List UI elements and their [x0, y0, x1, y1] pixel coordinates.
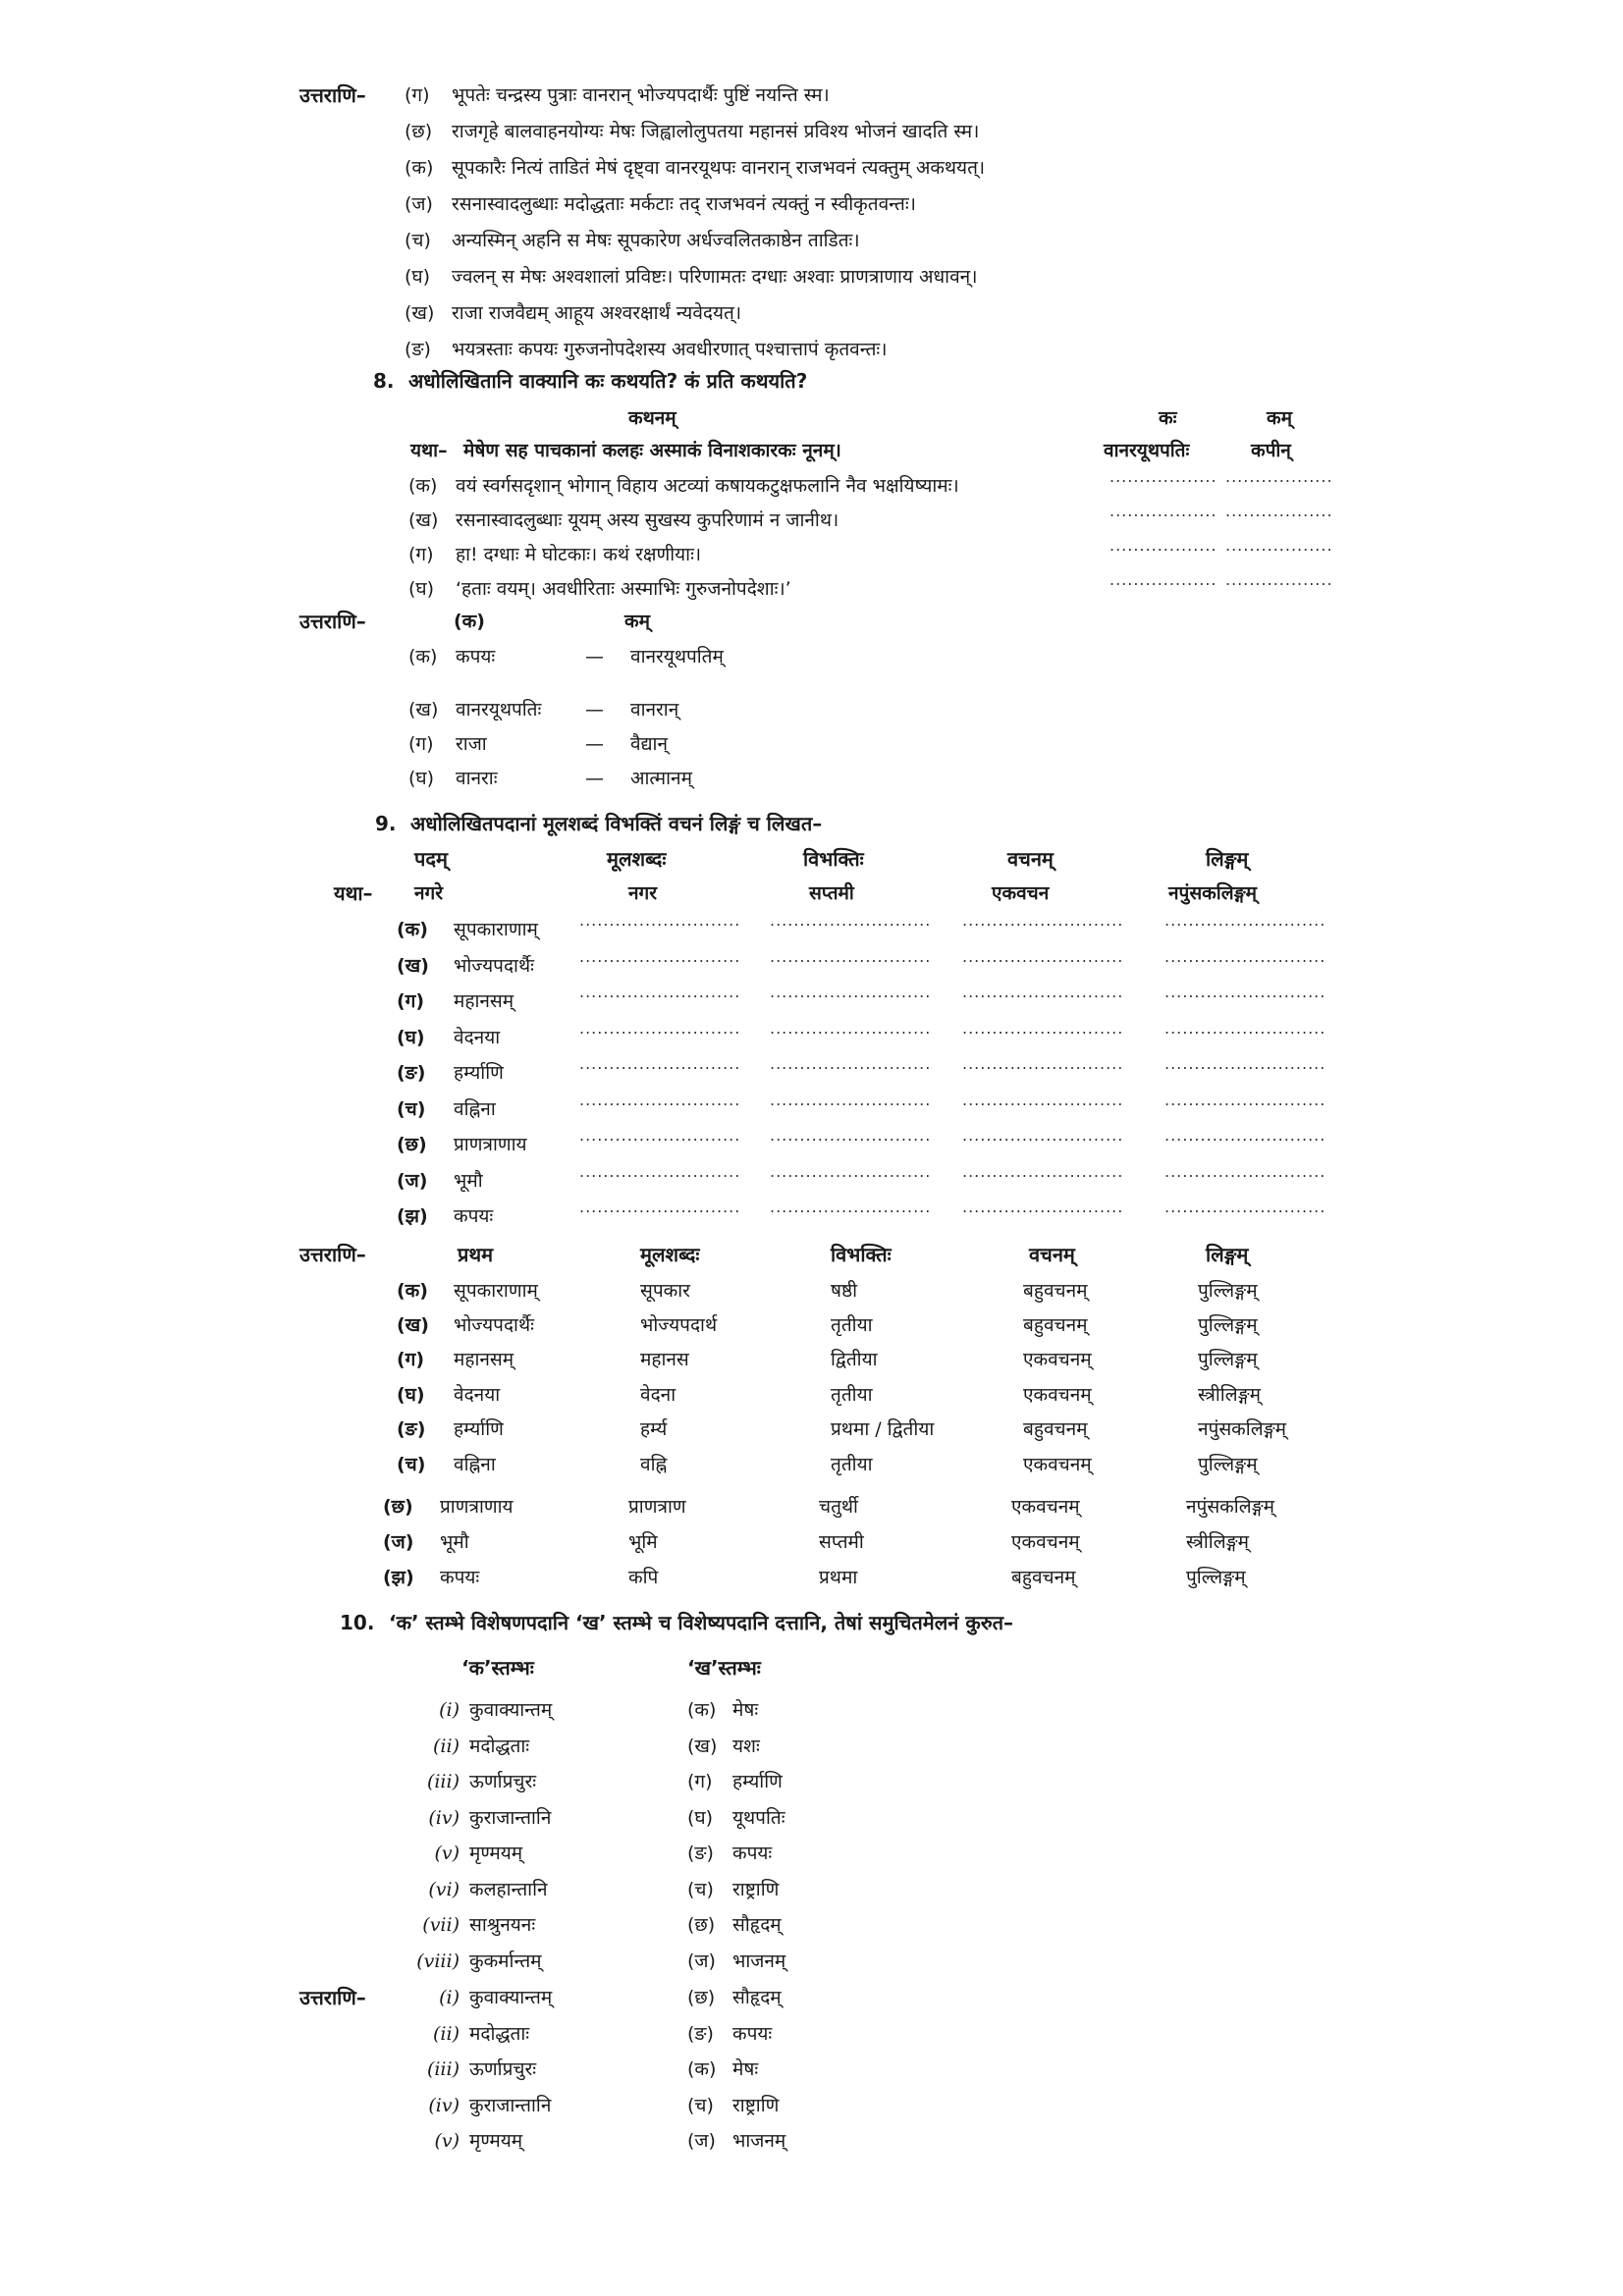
- answer-listener: वैद्यान्: [630, 733, 669, 755]
- list-item: वयं स्वर्गसदृशान् भोगान् विहाय अटव्यां कषायकटुक्षफलानि नैव भक्षयिष्यामः।: [456, 475, 959, 497]
- list-item-marker: (क): [397, 1280, 428, 1302]
- answer-word: वह्निना: [454, 1454, 496, 1475]
- list-item-marker: (झ): [383, 1567, 414, 1588]
- answer-word: प्राणत्राणाय: [440, 1496, 514, 1518]
- answers-label: उत्तराणि–: [299, 1243, 366, 1266]
- list-item-marker: (ङ): [687, 1842, 714, 1864]
- list-item: हा! दग्धाः मे घोटकाः। कथं रक्षणीयाः।: [456, 544, 702, 565]
- list-item: भोज्यपदार्थैः: [454, 954, 534, 977]
- column-a-item: कुराजान्तानि: [469, 2094, 552, 2116]
- roman-numeral: (viii): [416, 1949, 460, 1972]
- blank-line: ...........................: [962, 1054, 1124, 1073]
- answer-cell: द्वितीया: [831, 1349, 878, 1370]
- blank-line: ...........................: [579, 1090, 741, 1109]
- example-cell: नगरे: [414, 882, 444, 904]
- list-item-marker: (ग): [397, 1349, 425, 1370]
- list-item-marker: (ज): [687, 1949, 716, 1972]
- answers-label: उत्तराणि–: [299, 83, 366, 107]
- roman-numeral: (ii): [433, 1735, 460, 1757]
- list-item: वह्निना: [454, 1097, 496, 1120]
- list-item-marker: (च): [687, 1878, 714, 1900]
- column-b-item: भाजनम्: [732, 2130, 786, 2152]
- answers-label: उत्तराणि–: [299, 1986, 366, 2009]
- blank-line: ...........................: [1164, 1198, 1326, 1216]
- list-item-marker: (क): [687, 1699, 717, 1721]
- answers-label: उत्तराणि–: [299, 610, 366, 633]
- column-b-item: मेषः: [732, 1699, 759, 1721]
- column-header: वचनम्: [1029, 1243, 1075, 1266]
- answer-cell: तृतीया: [831, 1384, 873, 1406]
- answer-cell: प्रथमा: [819, 1567, 858, 1588]
- answer-cell: बहुवचनम्: [1023, 1314, 1088, 1336]
- column-b-item: सौहृदम्: [732, 1987, 782, 2008]
- list-item-marker: (ङ): [397, 1418, 426, 1440]
- answer-cell: महानस: [640, 1349, 689, 1370]
- list-item-marker: (ग): [405, 84, 430, 106]
- list-item-marker: (ख): [408, 699, 439, 721]
- column-b-item: सौहृदम्: [732, 1914, 782, 1936]
- column-header: लिङ्गम्: [1206, 847, 1249, 871]
- list-item-marker: (छ): [405, 121, 433, 142]
- column-header: मूलशब्दः: [607, 847, 667, 871]
- list-item-marker: (झ): [397, 1205, 428, 1227]
- list-item-marker: (घ): [408, 768, 435, 789]
- column-b-item: कपयः: [732, 1842, 773, 1864]
- answer-cell: स्त्रीलिङ्गम्: [1186, 1531, 1249, 1553]
- list-item-marker: (ख): [397, 954, 429, 977]
- column-b-item: मेषः: [732, 2058, 759, 2080]
- list-item: रसनास्वादलुब्धाः मदोद्धताः मर्कटाः तद् राजभवनं त्यक्तुं न स्वीकृतवन्तः।: [452, 193, 916, 215]
- blank-line: ...........................: [579, 1018, 741, 1038]
- list-item: वेदनया: [454, 1026, 501, 1048]
- blank-line: ...........................: [579, 946, 741, 966]
- column-a-item: साश्रुनयनः: [469, 1914, 536, 1936]
- example-label: यथा–: [410, 440, 448, 461]
- answer-cell: स्त्रीलिङ्गम्: [1198, 1384, 1261, 1406]
- roman-numeral: (iii): [426, 2058, 460, 2080]
- blank-line: ...........................: [770, 946, 932, 966]
- list-item-marker: (क): [397, 919, 428, 940]
- answer-cell: वेदना: [640, 1384, 676, 1406]
- answer-cell: चतुर्थी: [819, 1496, 858, 1518]
- blank-line: ...........................: [1164, 1090, 1326, 1109]
- list-item-marker: (च): [397, 1097, 426, 1120]
- answer-cell: एकवचनम्: [1011, 1531, 1080, 1553]
- answer-cell: वह्नि: [640, 1454, 668, 1475]
- roman-numeral: (i): [439, 1699, 460, 1721]
- blank-line: ...........................: [1164, 1054, 1326, 1073]
- list-item: ज्वलन् स मेषः अश्वशालां प्रविष्टः। परिणामतः दग्धाः अश्वाः प्राणत्राणाय अधावन्।: [452, 266, 978, 288]
- blank-line: ..................: [1109, 536, 1217, 555]
- list-item-marker: (ग): [397, 990, 425, 1012]
- question-number: 8.: [373, 369, 395, 393]
- column-b-item: कपयः: [732, 2022, 773, 2045]
- example-cell: एकवचन: [992, 882, 1050, 904]
- column-header: वचनम्: [1007, 847, 1054, 871]
- column-a-item: मृण्मयम्: [469, 1842, 523, 1864]
- list-item-marker: (छ): [687, 1914, 716, 1936]
- answer-listener: आत्मानम्: [630, 768, 692, 789]
- blank-line: ...........................: [962, 1126, 1124, 1145]
- list-item-marker: (क): [408, 475, 438, 497]
- list-item-marker: (क): [405, 157, 434, 179]
- column-a-item: कुवाक्यान्तम्: [469, 1699, 553, 1721]
- column-a-item: कुकर्मान्तम्: [469, 1949, 542, 1972]
- list-item-marker: (घ): [397, 1384, 425, 1406]
- column-header: कथनम्: [628, 407, 676, 429]
- list-item-marker: (ङ): [397, 1062, 426, 1084]
- dash: —: [585, 768, 604, 789]
- answer-cell: प्राणत्राण: [628, 1496, 686, 1518]
- roman-numeral: (iv): [428, 1806, 460, 1829]
- blank-line: ..................: [1109, 467, 1217, 486]
- blank-line: ...........................: [770, 1126, 932, 1145]
- blank-line: ...........................: [962, 1018, 1124, 1038]
- column-a-item: मदोद्धताः: [469, 1735, 530, 1757]
- list-item-marker: (च): [405, 230, 431, 251]
- answer-cell: एकवचनम्: [1011, 1496, 1080, 1518]
- column-header: (क): [454, 611, 485, 632]
- list-item: कपयः: [454, 1205, 494, 1227]
- list-item: महानसम्: [454, 990, 514, 1012]
- roman-numeral: (vii): [422, 1914, 460, 1936]
- dash: —: [585, 699, 604, 721]
- list-item-marker: (घ): [397, 1026, 425, 1048]
- example-answer: कपीन्: [1251, 440, 1291, 461]
- answer-cell: पुल्लिङ्गम्: [1198, 1454, 1258, 1475]
- blank-line: ...........................: [770, 983, 932, 1001]
- column-b-item: यूथपतिः: [732, 1806, 785, 1829]
- blank-line: ..................: [1109, 502, 1217, 520]
- answer-cell: तृतीया: [831, 1454, 873, 1475]
- list-item: ‘हताः वयम्। अवधीरिताः अस्माभिः गुरुजनोपदेशाः।’: [456, 578, 791, 600]
- blank-line: ...........................: [770, 1054, 932, 1073]
- blank-line: ...........................: [770, 1018, 932, 1038]
- answer-cell: प्रथमा / द्वितीया: [831, 1418, 935, 1440]
- list-item-marker: (ग): [687, 1771, 713, 1792]
- blank-line: ...........................: [579, 1161, 741, 1181]
- answer-word: हर्म्याणि: [454, 1418, 504, 1440]
- answer-cell: तृतीया: [831, 1314, 873, 1336]
- answer-cell: सप्तमी: [819, 1531, 864, 1553]
- blank-line: ...........................: [962, 1161, 1124, 1181]
- answer-word: महानसम्: [454, 1349, 514, 1370]
- answer-cell: पुल्लिङ्गम्: [1198, 1280, 1258, 1302]
- blank-line: ...........................: [579, 983, 741, 1001]
- list-item-marker: (च): [397, 1454, 426, 1475]
- list-item: राजा राजवैद्यम् आहूय अश्वरक्षार्थं न्यवेदयत्।: [452, 302, 742, 324]
- list-item: भूमौ: [454, 1169, 483, 1192]
- list-item-marker: (ज): [687, 2130, 716, 2152]
- answer-cell: एकवचनम्: [1023, 1454, 1092, 1475]
- blank-line: ...........................: [962, 1198, 1124, 1216]
- example-label: यथा–: [334, 881, 373, 905]
- answer-cell: कपि: [628, 1567, 659, 1588]
- answer-cell: पुल्लिङ्गम्: [1198, 1349, 1258, 1370]
- answer-cell: पुल्लिङ्गम्: [1198, 1314, 1258, 1336]
- list-item-marker: (घ): [405, 266, 431, 288]
- answer-word: भोज्यपदार्थैः: [454, 1314, 534, 1336]
- answer-speaker: वानरयूथपतिः: [456, 699, 542, 721]
- column-a-item: ऊर्णाप्रचुरः: [469, 2058, 537, 2080]
- example-cell: नगर: [628, 882, 658, 904]
- dash: —: [585, 733, 604, 755]
- roman-numeral: (iii): [426, 1771, 460, 1792]
- blank-line: ...........................: [770, 911, 932, 930]
- list-item-marker: (ङ): [687, 2022, 714, 2045]
- blank-line: ..................: [1225, 570, 1333, 589]
- list-item: हर्म्याणि: [454, 1062, 504, 1084]
- list-item-marker: (घ): [687, 1806, 714, 1829]
- column-header: ‘ख’स्तम्भः: [687, 1656, 761, 1680]
- answer-word: वेदनया: [454, 1384, 501, 1406]
- list-item: राजगृहे बालवाहनयोग्यः मेषः जिह्वालोलुपतया महानसं प्रविश्य भोजनं खादति स्म।: [452, 121, 980, 142]
- list-item-marker: (ख): [687, 1735, 718, 1757]
- column-a-item: कुवाक्यान्तम्: [469, 1987, 553, 2008]
- answer-listener: वानरयूथपतिम्: [630, 646, 724, 667]
- blank-line: ...........................: [1164, 946, 1326, 966]
- answer-speaker: वानराः: [456, 768, 498, 789]
- answer-cell: भोज्यपदार्थ: [640, 1314, 718, 1336]
- list-item-marker: (ख): [397, 1314, 429, 1336]
- list-item-marker: (ज): [405, 193, 433, 215]
- column-header: पदम्: [414, 847, 448, 871]
- roman-numeral: (i): [439, 1987, 460, 2008]
- list-item-marker: (घ): [408, 578, 435, 600]
- list-item-marker: (क): [408, 646, 438, 667]
- list-item: रसनास्वादलुब्धाः यूयम् अस्य सुखस्य कुपरिणामं न जानीथ।: [456, 509, 839, 531]
- blank-line: ...........................: [579, 1126, 741, 1145]
- list-item-marker: (ङ): [405, 339, 431, 360]
- column-header: कम्: [624, 611, 650, 632]
- list-item: भूपतेः चन्द्रस्य पुत्राः वानरान् भोज्यपदार्थैः पुष्टिं नयन्ति स्म।: [452, 84, 830, 106]
- example-cell: नपुंसकलिङ्गम्: [1168, 882, 1257, 904]
- blank-line: ...........................: [1164, 1126, 1326, 1145]
- question-number: 10.: [340, 1611, 375, 1634]
- blank-line: ...........................: [962, 1090, 1124, 1109]
- answer-cell: नपुंसकलिङ्गम्: [1186, 1496, 1274, 1518]
- answer-speaker: कपयः: [456, 646, 496, 667]
- dash: —: [585, 646, 604, 667]
- list-item: प्राणत्राणाय: [454, 1134, 527, 1155]
- column-header: ‘क’स्तम्भः: [461, 1656, 534, 1680]
- blank-line: ...........................: [1164, 983, 1326, 1001]
- column-a-item: मृण्मयम्: [469, 2130, 523, 2152]
- answer-word: सूपकाराणाम्: [454, 1280, 538, 1302]
- column-b-item: राष्ट्राणि: [732, 2094, 780, 2116]
- question-text: अधोलिखितपदानां मूलशब्दं विभक्तिं वचनं लिङ्गं च लिखत–: [410, 812, 823, 835]
- answer-cell: बहुवचनम्: [1023, 1280, 1088, 1302]
- column-header: कम्: [1267, 407, 1292, 429]
- blank-line: ...........................: [579, 1198, 741, 1216]
- column-a-item: कलहान्तानि: [469, 1878, 548, 1900]
- blank-line: ...........................: [770, 1090, 932, 1109]
- list-item: सूपकाराणाम्: [454, 919, 538, 940]
- list-item-marker: (छ): [397, 1134, 427, 1155]
- example-sentence: मेषेण सह पाचकानां कलहः अस्माकं विनाशकारकः नूनम्।: [463, 440, 841, 461]
- list-item-marker: (ख): [408, 509, 439, 531]
- question-number: 9.: [375, 812, 397, 835]
- blank-line: ..................: [1109, 570, 1217, 589]
- list-item-marker: (ख): [405, 302, 435, 324]
- answer-cell: नपुंसकलिङ्गम्: [1198, 1418, 1286, 1440]
- question-text: ‘क’ स्तम्भे विशेषणपदानि ‘ख’ स्तम्भे च विशेष्यपदानि दत्तानि, तेषां समुचितमेलनं कुरुत–: [389, 1611, 1014, 1634]
- column-a-item: मदोद्धताः: [469, 2022, 530, 2045]
- answer-cell: सूपकार: [640, 1280, 690, 1302]
- answer-cell: बहुवचनम्: [1011, 1567, 1076, 1588]
- answer-cell: पुल्लिङ्गम्: [1186, 1567, 1246, 1588]
- answer-word: भूमौ: [440, 1531, 469, 1553]
- list-item-marker: (ज): [383, 1531, 414, 1553]
- answer-word: कपयः: [440, 1567, 480, 1588]
- answer-speaker: राजा: [456, 733, 487, 755]
- roman-numeral: (iv): [428, 2094, 460, 2116]
- answer-cell: हर्म्य: [640, 1418, 668, 1440]
- list-item-marker: (छ): [383, 1496, 413, 1518]
- blank-line: ..................: [1225, 502, 1333, 520]
- answer-cell: एकवचनम्: [1023, 1349, 1092, 1370]
- column-b-item: भाजनम्: [732, 1949, 786, 1972]
- answer-cell: बहुवचनम्: [1023, 1418, 1088, 1440]
- blank-line: ...........................: [770, 1198, 932, 1216]
- blank-line: ...........................: [1164, 911, 1326, 930]
- blank-line: ...........................: [1164, 1018, 1326, 1038]
- blank-line: ...........................: [962, 983, 1124, 1001]
- list-item-marker: (क): [687, 2058, 717, 2080]
- answer-listener: वानरान्: [630, 699, 679, 721]
- question-text: अधोलिखितानि वाक्यानि कः कथयति? कं प्रति कथयति?: [408, 369, 808, 393]
- column-b-item: राष्ट्राणि: [732, 1878, 780, 1900]
- list-item-marker: (ज): [397, 1169, 428, 1192]
- column-b-item: यशः: [732, 1735, 760, 1757]
- blank-line: ...........................: [1164, 1161, 1326, 1181]
- list-item-marker: (च): [687, 2094, 714, 2116]
- answer-cell: षष्ठी: [831, 1280, 858, 1302]
- column-header: विभक्तिः: [831, 1243, 892, 1266]
- column-header: कः: [1159, 407, 1177, 429]
- roman-numeral: (v): [434, 1842, 460, 1864]
- blank-line: ...........................: [579, 911, 741, 930]
- blank-line: ..................: [1225, 536, 1333, 555]
- list-item: भयत्रस्ताः कपयः गुरुजनोपदेशस्य अवधीरणात् पश्चात्तापं कृतवन्तः।: [452, 339, 888, 360]
- column-a-item: कुराजान्तानि: [469, 1806, 552, 1829]
- answer-cell: भूमि: [628, 1531, 658, 1553]
- roman-numeral: (ii): [433, 2022, 460, 2045]
- list-item-marker: (ग): [408, 733, 434, 755]
- column-b-item: हर्म्याणि: [732, 1771, 783, 1792]
- column-header: लिङ्गम्: [1206, 1243, 1249, 1266]
- answer-cell: एकवचनम्: [1023, 1384, 1092, 1406]
- example-answer: वानरयूथपतिः: [1104, 440, 1190, 461]
- column-header: विभक्तिः: [803, 847, 864, 871]
- blank-line: ...........................: [962, 911, 1124, 930]
- list-item: अन्यस्मिन् अहनि स मेषः सूपकारेण अर्धज्वलितकाष्ठेन ताडितः।: [452, 230, 860, 251]
- example-cell: सप्तमी: [809, 882, 854, 904]
- roman-numeral: (vi): [428, 1878, 460, 1900]
- list-item-marker: (छ): [687, 1987, 716, 2008]
- column-header: मूलशब्दः: [640, 1243, 700, 1266]
- column-a-item: ऊर्णाप्रचुरः: [469, 1771, 537, 1792]
- blank-line: ...........................: [962, 946, 1124, 966]
- blank-line: ..................: [1225, 467, 1333, 486]
- column-header: प्रथम: [458, 1243, 494, 1266]
- list-item-marker: (ग): [408, 544, 434, 565]
- blank-line: ...........................: [579, 1054, 741, 1073]
- list-item: सूपकारैः नित्यं ताडितं मेषं दृष्ट्वा वानरयूथपः वानरान् राजभवनं त्यक्तुम् अकथयत्।: [452, 157, 986, 179]
- blank-line: ...........................: [770, 1161, 932, 1181]
- roman-numeral: (v): [434, 2130, 460, 2152]
